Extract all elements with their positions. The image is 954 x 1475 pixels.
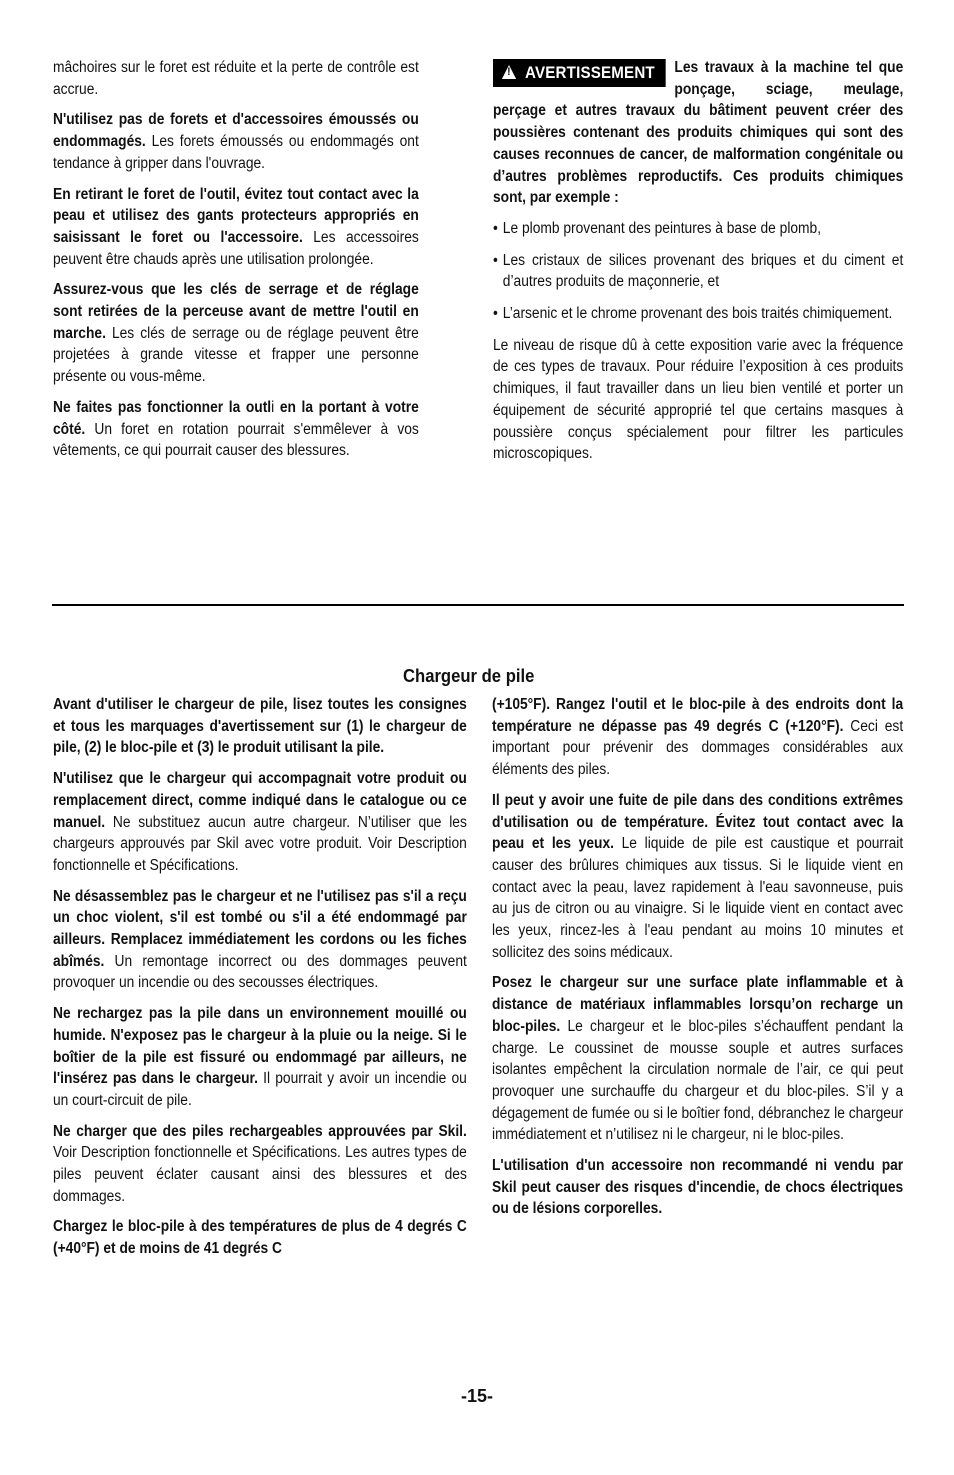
paragraph: Chargez le bloc-pile à des températures de plus de 4 degrés C (+40°F) et de moins de 41 degrés C [53,1218,467,1258]
paragraph: En retirant le foret de l'outil, évitez tout contact avec la peau et utilisez des gants protecteurs appropriés en saisissant le foret ou l'accessoire. Les accessoires peuvent être chauds après une utilisation prolongée. [53,185,419,268]
paragraph: Ne rechargez pas la pile dans un environnement mouillé ou humide. N'exposez pas le chargeur à la pluie ou la neige. Si le boîtier de la pile est fissuré ou endommagé par ailleurs, ne l'insérez pas dans le chargeur. Il pourrait y avoir un incendie ou un court-circuit de pile. [53,1005,467,1109]
section-divider [52,604,904,606]
paragraph: Ne faites pas fonctionner la outli en la portant à votre côté. Un foret en rotation pourrait s'emmêlever à vos vêtements, ce qui pourrait causer des blessures. [53,398,419,460]
column-top-left [53,57,419,471]
paragraph: mâchoires sur le foret est réduite et la perte de contrôle est accrue. [53,59,419,98]
list-item: • Le plomb provenant des peintures à base de plomb, [493,218,903,240]
column-top-right [493,57,903,474]
bold-lead: En retirant le foret de l'outil, évitez tout contact avec la peau et utilisez des gants protecteurs appropriés en saisissant le foret ou l'accessoire. [53,185,419,246]
warning-paragraph [493,57,903,209]
section-title: Chargeur de pile [403,665,535,686]
warning-closing: Le niveau de risque dû à cette exposition varie avec la fréquence de ces types de travaux. Pour réduire l’exposition à ces produits chimiques, il faut travailler dans un lieu bien ventilé et porter un équipement de sécurité approprié tel que certains masques à poussière conçus spécialement pour filtrer les particules microscopiques. [493,336,904,463]
warning-badge [493,59,666,87]
bold-lead: Assurez-vous que les clés de serrage et de réglage sont retirées de la perceuse avant de mettre l'outil en marche. [53,281,419,342]
paragraph: Assurez-vous que les clés de serrage et de réglage sont retirées de la perceuse avant de mettre l'outil en marche. Les clés de serrage ou de réglage peuvent être projetées à grande vitesse et frapper une personne présente ou vous-même. [53,281,419,386]
warning-triangle-icon: ! [502,65,516,79]
paragraph: N'utilisez pas de forets et d'accessoires émoussés ou endommagés. Les forets émoussés ou endommagés ont tendance à gripper dans l'ouvrage. [53,111,419,172]
paragraph: Posez le chargeur sur une surface plate inflammable et à distance de matériaux inflammables lorsqu’on recharge un bloc-piles. Le chargeur et le bloc-piles s’échauffent pendant la charge. Le coussinet de mousse souple et autres surfaces isolantes empêchent la circulation normale de l’air, ce qui peut provoquer une surchauffe du chargeur et du bloc-piles. S’il y a dégagement de fumée ou si le boîtier fond, débranchez le chargeur immédiatement et n’utilisez ni le chargeur, ni le bloc-piles. [492,974,904,1144]
list-item: • Les cristaux de silices provenant des briques et du ciment et d’autres produits de maçonnerie, et [493,250,903,293]
bold-lead: Ne faites pas fonctionner la outl [53,398,272,416]
paragraph: (+105°F). Rangez l'outil et le bloc-pile à des endroits dont la température ne dépasse pas 49 degrés C (+120°F). Ceci est important pour prévenir des dommages considérables aux éléments des piles. [492,696,904,779]
page-number: -15- [461,1386,494,1406]
warning-badge-label: AVERTISSEMENT [525,63,655,82]
column-bottom-right [492,694,903,1229]
paragraph: Ne désassemblez pas le chargeur et ne l'utilisez pas s'il a reçu un choc violent, s'il est tombé ou s'il a été endommagé par ailleurs. Remplacez immédiatement les cordons ou les fiches abîmés. Un remontage incorrect ou des dommages peuvent provoquer un incendie ou des secousses électriques. [53,887,467,992]
paragraph: Avant d'utiliser le chargeur de pile, lisez toutes les consignes et tous les marquages d'avertissement sur (1) le chargeur de pile, (2) le bloc-pile et (3) le produit utilisant la pile. [53,696,467,757]
paragraph: L'utilisation d'un accessoire non recommandé ni vendu par Skil peut causer des risques d'incendie, de chocs électriques ou de lésions corporelles. [492,1157,904,1218]
paragraph: Ne charger que des piles rechargeables approuvées par Skil. Voir Description fonctionnelle et Spécifications. Les autres types de piles peuvent éclater causant ainsi des blessures et des dommages. [53,1122,467,1205]
warning-intro: Les travaux à la machine tel que ponçage, sciage, meulage, perçage et autres travaux du bâtiment peuvent créer des poussières contenant des produits chimiques qui sont des causes reconnues de cancer, de malformation congénitale ou d’autres problèmes reproductifs. Ces produits chimiques sont, par exemple : [493,59,904,207]
paragraph: N'utilisez que le chargeur qui accompagnait votre produit ou remplacement direct, comme indiqué dans le catalogue ou ce manuel. Ne substituez aucun autre chargeur. N’utiliser que les chargeurs approuvés par Skil avec votre produit. Voir Description fonctionnelle et Spécifications. [53,770,467,874]
warning-bullet-list [493,218,903,325]
paragraph: Il peut y avoir une fuite de pile dans des conditions extrêmes d'utilisation ou de température. Évitez tout contact avec la peau et les yeux. Le liquide de pile est caustique et pourrait causer des brûlures chimiques aux tissus. Si le liquide vient en contact avec la peau, lavez rapidement à l'eau savonneuse, puis au jus de citron ou au vinaigre. Si le liquide vient en contact avec les yeux, rincez-les à l'eau pendant au moins 10 minutes et sollicitez des soins médicaux. [492,791,904,961]
bold-lead: N'utilisez pas de forets et d'accessoires émoussés ou endommagés. [53,111,419,151]
column-bottom-left [53,694,467,1269]
list-item: • L’arsenic et le chrome provenant des bois traités chimiquement. [493,303,903,325]
